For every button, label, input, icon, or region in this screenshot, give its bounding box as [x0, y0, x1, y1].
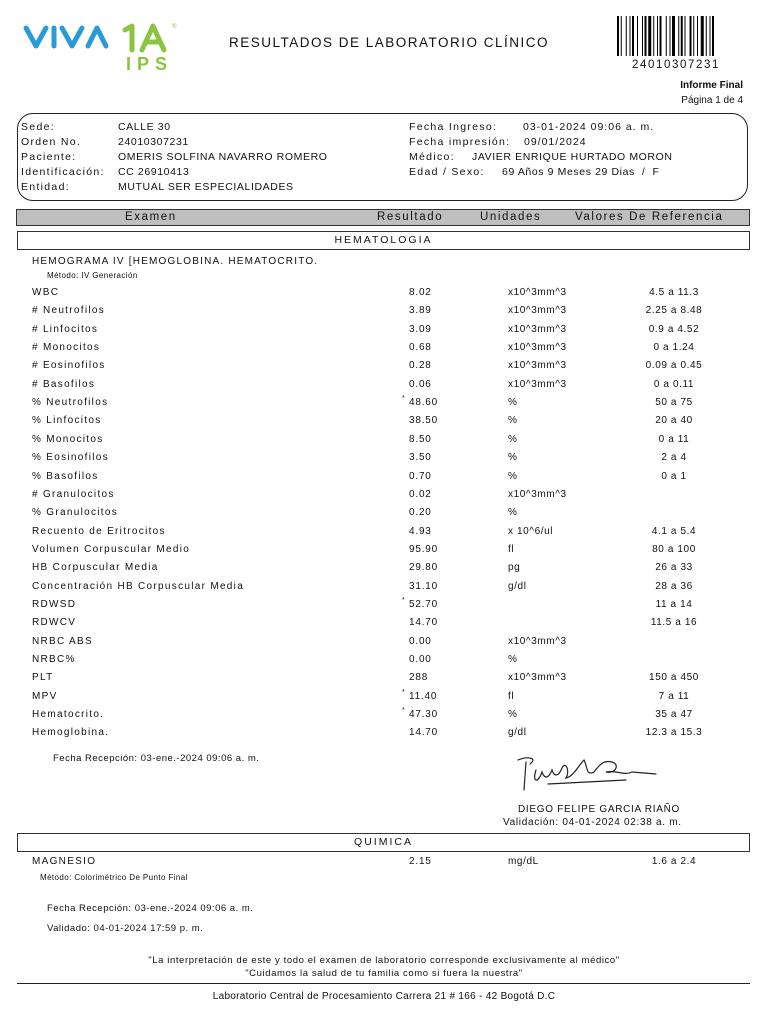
test-name: RDWCV	[32, 617, 77, 629]
test-name: MPV	[32, 690, 58, 702]
section-hematologia: HEMATOLOGIA	[17, 231, 750, 250]
edad-sexo-value: 69 Años 9 Meses 29 Dias / F	[502, 166, 660, 178]
test-name: % Granulocitos	[32, 507, 119, 519]
test-result: 29.80	[409, 562, 439, 574]
test-reference: 35 a 47	[655, 709, 693, 721]
test-result: 8.02	[409, 287, 432, 298]
result-row	[0, 562, 768, 578]
page-indicator: Página 1 de 4	[681, 95, 743, 106]
medico-value: JAVIER ENRIQUE HURTADO MORON	[472, 151, 673, 163]
test-name: % Basofilos	[32, 470, 99, 482]
test-unit: x10^3mm^3	[508, 378, 567, 390]
paciente-value: OMERIS SOLFINA NAVARRO ROMERO	[118, 151, 328, 163]
test-reference: 0 a 1.24	[653, 342, 695, 354]
test-name: # Linfocitos	[32, 323, 99, 335]
test-result: 0.70	[409, 470, 432, 482]
test-result: 52.70 *	[402, 596, 439, 610]
test-unit: pg	[508, 562, 521, 574]
result-row	[0, 654, 768, 670]
test-name: Volumen Corpuscular Medio	[32, 543, 191, 555]
report-status: Informe Final	[680, 80, 743, 91]
result-row	[0, 856, 768, 872]
test-result: 0.68	[409, 342, 432, 354]
test-unit: x10^3mm^3	[508, 635, 567, 647]
paciente-label: Paciente:	[21, 151, 77, 163]
result-row	[0, 636, 768, 652]
validacion-date: Validación: 04-01-2024 02:38 a. m.	[503, 817, 682, 828]
result-row	[0, 507, 768, 523]
footer-disclaimer: "La interpretación de este y todo el examen de laboratorio corresponde exclusivamente al médico"	[148, 955, 620, 966]
quimica-validado: Validado: 04-01-2024 17:59 p. m.	[47, 923, 204, 934]
test-unit: x10^3mm^3	[508, 305, 567, 317]
test-result: 0.02	[409, 488, 432, 500]
col-examen: Examen	[125, 211, 177, 223]
barcode	[617, 16, 742, 56]
test-unit: %	[508, 507, 518, 519]
test-unit: %	[508, 709, 518, 721]
sede-label: Sede:	[21, 121, 55, 133]
svg-text:®: ®	[172, 24, 177, 30]
test-unit: fl	[508, 543, 515, 555]
test-unit: x10^3mm^3	[508, 360, 567, 372]
col-valores-referencia: Valores De Referencia	[575, 211, 724, 223]
test-name: PLT	[32, 672, 54, 684]
test-name: % Neutrofilos	[32, 397, 109, 409]
validator-signature	[508, 748, 668, 800]
test-name: NRBC%	[32, 654, 76, 665]
abnormal-flag: *	[402, 596, 406, 604]
test-reference: 50 a 75	[655, 397, 693, 409]
svg-text:IPS: IPS	[126, 54, 174, 74]
test-reference: 0.09 a 0.45	[645, 360, 703, 372]
result-row	[0, 544, 768, 560]
fecha-impresion-label: Fecha impresión:	[409, 136, 511, 148]
orden-label: Orden No.	[21, 136, 82, 148]
test-reference: 26 a 33	[655, 562, 693, 574]
test-unit: %	[508, 397, 518, 409]
test-name: NRBC ABS	[32, 635, 93, 647]
test-result: 95.90	[409, 543, 439, 555]
result-row	[0, 434, 768, 450]
edad-sexo-label: Edad / Sexo:	[409, 166, 485, 178]
test-unit: %	[508, 470, 518, 482]
test-name: HB Corpuscular Media	[32, 562, 159, 574]
fecha-ingreso-value: 03-01-2024 09:06 a. m.	[523, 121, 655, 133]
test-result: 3.89	[409, 305, 432, 317]
test-reference: 20 a 40	[655, 415, 693, 427]
test-name: WBC	[32, 287, 60, 298]
fecha-impresion-value: 09/01/2024	[524, 136, 587, 148]
quimica-fecha-recepcion: Fecha Recepción: 03-ene.-2024 09:06 a. m.	[47, 903, 254, 914]
test-unit: x10^3mm^3	[508, 488, 567, 500]
column-header-bar	[16, 209, 750, 226]
result-row	[0, 596, 768, 615]
test-result: 11.40 *	[402, 688, 438, 702]
test-unit: %	[508, 415, 518, 427]
result-row	[0, 688, 768, 707]
test-reference: 0 a 11	[658, 433, 690, 445]
test-result: 0.00	[409, 654, 432, 665]
test-unit: %	[508, 452, 518, 464]
test-reference: 80 a 100	[652, 543, 696, 555]
test-reference: 7 a 11	[658, 690, 690, 702]
test-unit: x10^3mm^3	[508, 342, 567, 354]
abnormal-flag: *	[402, 395, 406, 403]
sede-value: CALLE 30	[118, 121, 171, 133]
test-result: 0.06	[409, 378, 432, 390]
test-reference: 150 a 450	[649, 672, 699, 684]
test-name: Hemoglobina.	[32, 727, 110, 739]
entidad-value: MUTUAL SER ESPECIALIDADES	[118, 181, 294, 193]
result-row	[0, 305, 768, 321]
result-row	[0, 672, 768, 688]
result-row	[0, 342, 768, 358]
result-row	[0, 581, 768, 597]
test-result: 0.00	[409, 635, 432, 647]
result-row	[0, 287, 768, 303]
entidad-label: Entidad:	[21, 181, 70, 193]
col-unidades: Unidades	[480, 211, 542, 223]
test-unit: %	[508, 654, 518, 665]
result-row	[0, 727, 768, 743]
test-name: % Monocitos	[32, 433, 104, 445]
result-row	[0, 324, 768, 340]
test-reference: 2.25 a 8.48	[645, 305, 703, 317]
test-result: 38.50	[409, 415, 439, 427]
report-title: RESULTADOS DE LABORATORIO CLÍNICO	[229, 35, 550, 50]
section-quimica: QUIMICA	[17, 833, 750, 852]
test-result: 8.50	[409, 433, 432, 445]
fecha-ingreso-label: Fecha Ingreso:	[409, 121, 498, 133]
abnormal-flag: *	[402, 707, 406, 715]
hema-fecha-recepcion: Fecha Recepción: 03-ene.-2024 09:06 a. m.	[53, 753, 260, 764]
test-reference: 11 a 14	[655, 598, 693, 610]
result-row	[0, 360, 768, 376]
orden-value: 24010307231	[118, 136, 189, 148]
result-row	[0, 526, 768, 542]
test-result: 31.10	[409, 580, 439, 592]
test-unit: g/dl	[508, 727, 527, 739]
test-reference: 0.9 a 4.52	[648, 323, 700, 335]
test-result: 3.50	[409, 452, 432, 464]
test-result: 14.70	[409, 727, 439, 739]
validator-name: DIEGO FELIPE GARCIA RIAÑO	[518, 804, 680, 815]
medico-label: Médico:	[409, 151, 455, 163]
identificacion-value: CC 26910413	[118, 166, 190, 178]
test-reference: 28 a 36	[655, 580, 693, 592]
result-row	[0, 379, 768, 395]
test-name: % Eosinofilos	[32, 452, 109, 464]
test-name: % Linfocitos	[32, 415, 102, 427]
footer-slogan: "Cuidamos la salud de tu familia como si fuera la nuestra"	[245, 968, 523, 979]
test-result: 47.30 *	[402, 707, 439, 721]
test-unit: fl	[508, 690, 515, 702]
test-reference: 0 a 0.11	[653, 378, 695, 390]
test-unit: x10^3mm^3	[508, 672, 567, 684]
test-result: 2.15	[409, 856, 432, 867]
test-reference: 11.5 a 16	[650, 617, 698, 629]
test-result: 48.60 *	[402, 395, 439, 409]
test-result: 14.70	[409, 617, 439, 629]
result-row	[0, 471, 768, 487]
col-resultado: Resultado	[377, 211, 444, 223]
test-name: Concentración HB Corpuscular Media	[32, 580, 245, 592]
test-unit: x 10^6/ul	[508, 525, 554, 537]
quimica-method: Método: Colorimétrico De Punto Final	[40, 873, 188, 882]
footer-divider	[17, 983, 750, 984]
test-result: 0.28	[409, 360, 432, 372]
footer-address: Laboratorio Central de Procesamiento Carrera 21 # 166 - 42 Bogotá D.C	[212, 991, 556, 1002]
test-reference: 4.1 a 5.4	[651, 525, 697, 537]
test-name: # Eosinofilos	[32, 360, 106, 372]
test-unit: mg/dL	[508, 856, 539, 867]
result-row	[0, 415, 768, 431]
test-reference: 0 a 1	[661, 470, 687, 482]
test-unit: %	[508, 433, 518, 445]
test-unit: g/dl	[508, 580, 527, 592]
result-row	[0, 617, 768, 633]
test-name: # Granulocitos	[32, 488, 115, 500]
test-name: # Basofilos	[32, 378, 96, 390]
test-result: 3.09	[409, 323, 432, 335]
test-name: # Monocitos	[32, 342, 101, 354]
test-unit: x10^3mm^3	[508, 323, 567, 335]
result-row	[0, 397, 768, 413]
test-name: # Neutrofilos	[32, 305, 106, 317]
test-name: MAGNESIO	[32, 856, 97, 867]
identificacion-label: Identificación:	[21, 166, 105, 178]
test-unit: x10^3mm^3	[508, 287, 567, 298]
test-reference: 1.6 a 2.4	[651, 856, 697, 867]
test-result: 4.93	[409, 525, 432, 537]
test-name: Recuento de Eritrocitos	[32, 525, 166, 537]
test-result: 288	[409, 672, 429, 684]
test-reference: 12.3 a 15.3	[645, 727, 703, 739]
panel-title: HEMOGRAMA IV [HEMOGLOBINA. HEMATOCRITO.	[32, 256, 319, 267]
abnormal-flag: *	[402, 688, 406, 696]
result-row	[0, 709, 768, 725]
result-row	[0, 452, 768, 468]
test-name: RDWSD	[32, 598, 77, 610]
result-row	[0, 489, 768, 505]
test-result: 0.20	[409, 507, 432, 519]
test-reference: 2 a 4	[661, 452, 687, 464]
test-reference: 4.5 a 11.3	[649, 287, 699, 298]
test-name: Hematocrito.	[32, 709, 105, 721]
barcode-number: 24010307231	[632, 59, 720, 71]
panel-method: Método: IV Generación	[47, 271, 138, 280]
viva-1a-ips-logo	[22, 18, 187, 74]
